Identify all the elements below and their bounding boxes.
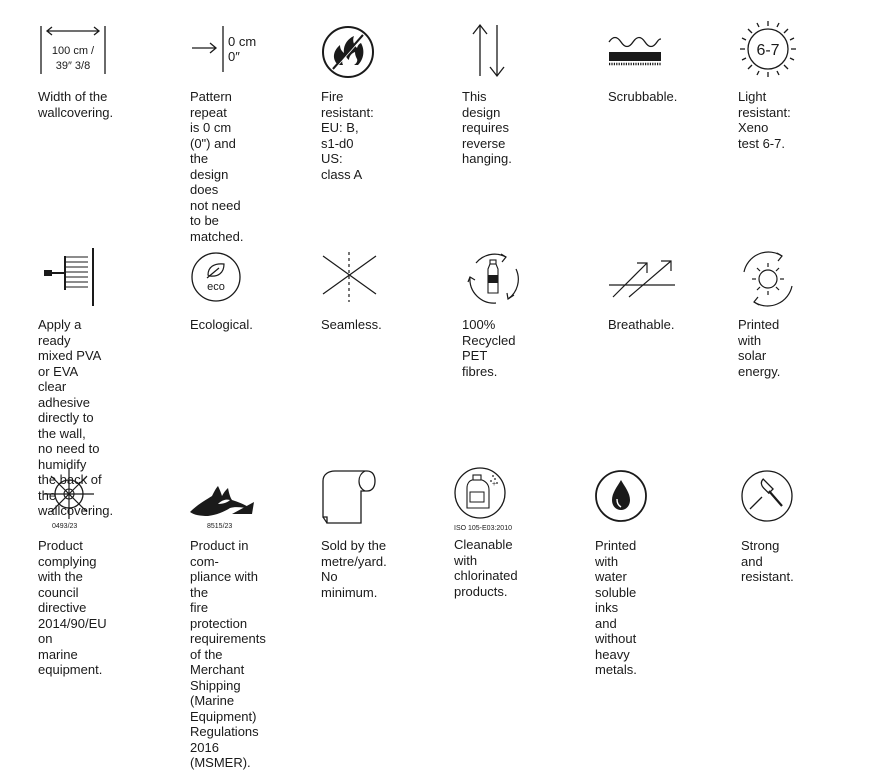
- spec-label: Product in com- pliance with the fire protection requirements of the Merchant Shipping (Marine Equipment) Regulations 2016 (MSMER).: [190, 538, 266, 770]
- cleanable-iso-code: ISO 105-E03:2010: [454, 525, 512, 532]
- width-ruler-icon: [38, 24, 110, 76]
- reverse-hanging-arrows-icon: [470, 22, 510, 80]
- marine-cert-code: 0493/23: [52, 523, 78, 530]
- spec-label: Cleanable with chlorinated products.: [454, 537, 518, 599]
- spec-label: Pattern repeat is 0 cm (0") and the design does not need to be matched.: [190, 89, 244, 244]
- spec-label: Product complying with the council directive 2014/90/EU on marine equipment.: [38, 538, 107, 677]
- spec-label: This design requires reverse hanging.: [462, 89, 512, 166]
- spec-label: Width of the wallcovering.: [38, 89, 114, 120]
- spec-label: Strong and resistant.: [741, 538, 794, 584]
- xeno-scale-text: 6-7: [756, 42, 780, 59]
- spec-label: 100% Recycled PET fibres.: [462, 317, 516, 379]
- spec-label: Apply a ready mixed PVA or EVA clear adhesive directly to the wall, no need to humidify the back of the wallcovering.: [38, 317, 114, 518]
- spec-label: Ecological.: [190, 317, 253, 332]
- spec-label: Printed with solar energy.: [738, 317, 781, 379]
- spec-label: Sold by the metre/yard. No minimum.: [321, 538, 387, 600]
- pattern-repeat-cm-text: 0 cm: [228, 34, 257, 49]
- ink-drop-icon: [594, 469, 650, 525]
- spec-label: Breathable.: [608, 317, 675, 332]
- pattern-repeat-icon: [190, 24, 270, 76]
- seamless-icon: [321, 250, 379, 306]
- eco-text: eco: [207, 281, 225, 293]
- svg-text:+: +: [491, 481, 497, 488]
- adhesive-brush-icon: [42, 246, 98, 308]
- roll-icon: [321, 469, 377, 525]
- spec-label: Scrubbable.: [608, 89, 678, 104]
- spec-label: Light resistant: Xeno test 6-7.: [738, 89, 791, 151]
- bleach-bottle-icon: [453, 466, 509, 522]
- eco-leaf-icon: [190, 251, 244, 305]
- spec-label: Printed with water soluble inks and without heavy metals.: [595, 538, 637, 677]
- breathable-arrows-icon: [607, 257, 677, 301]
- width-metric-text: 100 cm /: [51, 45, 95, 57]
- sun-xeno-icon: [736, 17, 800, 81]
- spec-label: Fire resistant: EU: B, s1-d0 US: class A: [321, 89, 374, 182]
- msmer-cert-code: 8515/23: [207, 523, 233, 530]
- spec-label: Seamless.: [321, 317, 382, 332]
- msmer-mark-icon: [188, 482, 256, 520]
- fire-icon: [321, 25, 377, 81]
- wheelmark-icon: [42, 467, 96, 521]
- pattern-repeat-in-text: 0″: [228, 49, 240, 64]
- scrubbable-icon: [607, 34, 663, 68]
- hammer-icon: [740, 469, 796, 525]
- recycled-bottle-icon: [466, 251, 522, 307]
- width-imperial-text: 39″ 3/8: [55, 60, 91, 72]
- solar-sun-icon: [738, 250, 798, 308]
